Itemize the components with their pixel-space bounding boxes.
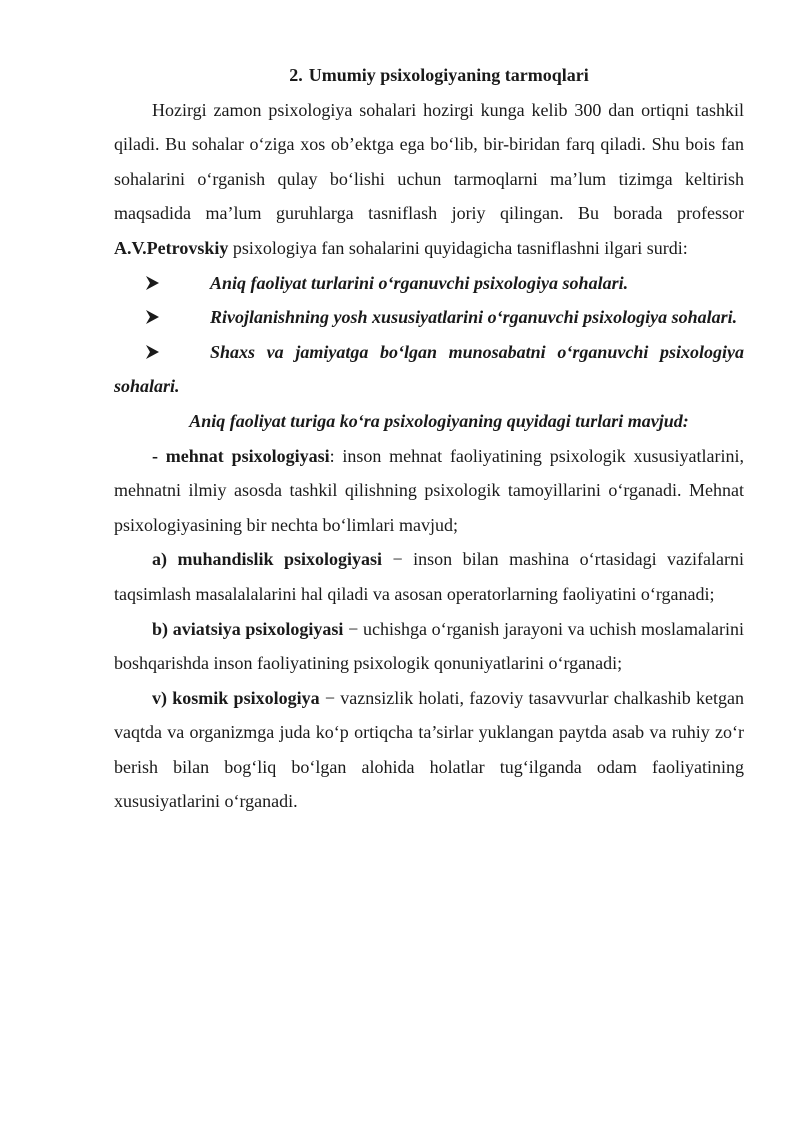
section-text: − uchishga o‘rganish jarayoni va uchish moslamalarini boshqarishda inson faoliyatining psixologik qonuniyatlarini o‘rganadi; [114, 618, 744, 674]
author-name: A.V.Petrovskiy [114, 237, 229, 258]
bullet-text: Rivojlanishning yosh xususiyatlarini o‘rganuvchi psixologiya sohalari. [210, 307, 738, 328]
bullet-text: Aniq faoliyat turlarini o‘rganuvchi psixologiya sohalari. [210, 272, 629, 293]
section-term: b) aviatsiya psixologiyasi [152, 618, 344, 639]
section-text: : inson mehnat faoliyatining psixologik xususiyatlarini, mehnatni ilmiy asosda tashkil qilishning psixologik tamoyillarini o‘rganadi. Mehnat psixologiyasining bir nechta bo‘limlari mavjud; [114, 445, 744, 535]
section-heading [114, 58, 744, 93]
bullet-text: Shaxs va jamiyatga bo‘lgan munosabatni o‘rganuvchi psixologiya sohalari. [114, 341, 744, 397]
bullet-item [114, 335, 744, 404]
section-paragraph [114, 542, 744, 611]
subheading: Aniq faoliyat turiga ko‘ra psixologiyaning quyidagi turlari mavjud: [189, 410, 689, 431]
intro-paragraph [114, 93, 744, 266]
intro-text-2: psixologiya fan sohalarini quyidagicha tasniflashni ilgari surdi: [228, 237, 688, 258]
arrow-bullet-icon [114, 335, 210, 370]
heading-number: 2. [289, 65, 303, 85]
section-term: v) kosmik psixologiya [152, 687, 320, 708]
heading-title: Umumiy psixologiyaning tarmoqlari [308, 65, 589, 85]
bullet-item [114, 300, 744, 335]
section-text: − vaznsizlik holati, fazoviy tasavvurlar chalkashib ketgan vaqtda va organizmga juda ko‘p ortiqcha ta’sirlar yuklangan paytda asab va ruhiy zo‘r berish bilan bog‘liq bo‘lgan alohida holatlar tug‘ilganda odam faoliyatining xususiyatlarini o‘rganadi. [114, 687, 744, 812]
section-paragraph [114, 612, 744, 681]
section-term: - mehnat psixologiyasi [152, 445, 330, 466]
section-paragraph [114, 439, 744, 543]
intro-text-1: Hozirgi zamon psixologiya sohalari hozirgi kunga kelib 300 dan ortiqni tashkil qiladi. Bu sohalar o‘ziga xos ob’ektga ega bo‘lib, bir-biridan farq qiladi. Shu bois fan sohalarini o‘rganish qulay bo‘lishi uchun tarmoqlarni ma’lum tizimga keltirish maqsadida ma’lum guruhlarga tasniflash joriy qilingan. Bu borada professor [114, 99, 744, 224]
arrow-bullet-icon [114, 266, 210, 301]
bullet-item [114, 266, 744, 301]
section-term: a) muhandislik psixologiyasi [152, 549, 383, 570]
section-text: − inson bilan mashina o‘rtasidagi vazifalarni taqsimlash masalalalarini hal qiladi va asosan operatorlarning faoliyatini o‘rganadi; [114, 549, 744, 604]
section-paragraph [114, 681, 744, 819]
arrow-bullet-icon [114, 300, 210, 335]
